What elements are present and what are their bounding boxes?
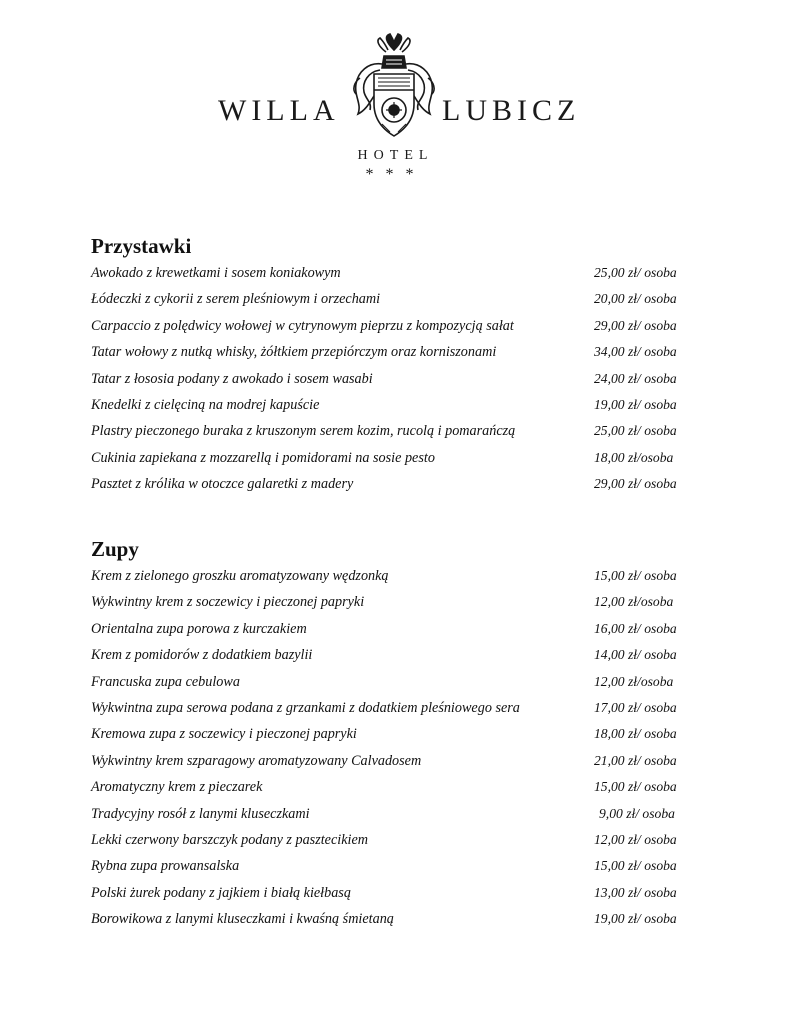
dish-price: 12,00 zł/osoba xyxy=(594,594,674,610)
dish-price: 20,00 zł/ osoba xyxy=(594,291,677,307)
dish-price: 19,00 zł/ osoba xyxy=(594,396,677,412)
dish-name: Knedelki z cielęciną na modrej kapuście xyxy=(91,396,320,413)
menu-item xyxy=(91,392,691,418)
menu-item xyxy=(91,286,691,312)
hotel-subtitle: HOTEL xyxy=(357,148,434,163)
menu-item xyxy=(91,616,691,642)
dish-price: 17,00 zł/ osoba xyxy=(594,699,677,715)
dish-price: 19,00 zł/ osoba xyxy=(594,911,677,927)
menu-item xyxy=(91,669,691,695)
menu-item xyxy=(91,853,691,879)
menu-item xyxy=(91,642,691,668)
brand-name-right: LUBICZ xyxy=(442,94,581,127)
dish-name: Plastry pieczonego buraka z kruszonym serem kozim, rucolą i pomarańczą xyxy=(91,423,516,440)
dish-name: Pasztet z królika w otoczce galaretki z madery xyxy=(91,476,354,493)
dish-price: 21,00 zł/ osoba xyxy=(594,752,677,768)
menu-item xyxy=(91,589,691,615)
section-title: Przystawki xyxy=(91,234,192,258)
dish-name: Kremowa zupa z soczewicy i pieczonej papryki xyxy=(91,726,357,743)
dish-name: Polski żurek podany z jajkiem i białą kiełbasą xyxy=(91,884,351,901)
dish-price: 18,00 zł/osoba xyxy=(594,449,674,465)
dish-price: 29,00 zł/ osoba xyxy=(594,476,677,492)
menu-item xyxy=(91,774,691,800)
dish-name: Wykwintny krem szparagowy aromatyzowany Calvadosem xyxy=(91,752,422,769)
dish-name: Krem z pomidorów z dodatkiem bazylii xyxy=(91,647,313,664)
dish-name: Tradycyjny rosół z lanymi kluseczkami xyxy=(91,805,310,822)
dish-name: Lekki czerwony barszczyk podany z pasztecikiem xyxy=(91,831,368,848)
dish-name: Aromatyczny krem z pieczarek xyxy=(91,779,263,796)
menu-item xyxy=(91,721,691,747)
menu-item xyxy=(91,260,691,286)
dish-price: 18,00 zł/ osoba xyxy=(594,726,677,742)
hotel-stars: *** xyxy=(365,166,426,183)
dish-name: Łódeczki z cykorii z serem pleśniowym i orzechami xyxy=(91,291,381,308)
dish-price: 12,00 zł/osoba xyxy=(594,673,674,689)
section-title: Zupy xyxy=(91,537,139,561)
dish-price: 24,00 zł/ osoba xyxy=(594,370,677,386)
hotel-crest-icon xyxy=(346,32,442,144)
dish-price: 15,00 zł/ osoba xyxy=(594,858,677,874)
dish-price: 15,00 zł/ osoba xyxy=(594,568,677,583)
dish-price: 29,00 zł/ osoba xyxy=(594,317,677,333)
dish-price: 34,00 zł/ osoba xyxy=(594,344,677,360)
dish-name: Krem z zielonego groszku aromatyzowany wędzonką xyxy=(91,568,389,584)
menu-item xyxy=(91,418,691,444)
dish-name: Tatar wołowy z nutką whisky, żółtkiem przepiórczym oraz korniszonami xyxy=(91,344,497,361)
dish-name: Cukinia zapiekana z mozzarellą i pomidorami na sosie pesto xyxy=(91,449,435,466)
dish-price: 9,00 zł/ osoba xyxy=(599,805,675,821)
section-starters xyxy=(91,232,691,498)
menu-item xyxy=(91,880,691,906)
brand-name-left: WILLA xyxy=(218,94,340,127)
dish-price: 15,00 zł/ osoba xyxy=(594,779,677,795)
menu-list xyxy=(91,260,691,498)
menu-item xyxy=(91,801,691,827)
menu-item xyxy=(91,827,691,853)
dish-name: Borowikowa z lanymi kluseczkami i kwaśną śmietaną xyxy=(91,911,394,928)
dish-name: Carpaccio z polędwicy wołowej w cytrynowym pieprzu z kompozycją sałat xyxy=(91,317,514,334)
dish-name: Orientalna zupa porowa z kurczakiem xyxy=(91,620,307,637)
dish-price: 16,00 zł/ osoba xyxy=(594,620,677,636)
dish-price: 25,00 zł/ osoba xyxy=(594,423,677,439)
dish-name: Tatar z łososia podany z awokado i sosem wasabi xyxy=(91,370,373,387)
dish-name: Francuska zupa cebulowa xyxy=(91,673,240,690)
dish-name: Wykwintny krem z soczewicy i pieczonej papryki xyxy=(91,594,365,611)
dish-price: 14,00 zł/ osoba xyxy=(594,647,677,663)
menu-item xyxy=(91,906,691,932)
dish-price: 13,00 zł/ osoba xyxy=(594,884,677,900)
menu-list xyxy=(91,563,691,932)
menu-item xyxy=(91,366,691,392)
section-soups xyxy=(91,535,691,932)
menu-item xyxy=(91,748,691,774)
dish-price: 25,00 zł/ osoba xyxy=(594,265,677,280)
menu-item xyxy=(91,695,691,721)
dish-name: Rybna zupa prowansalska xyxy=(91,858,240,875)
menu-item xyxy=(91,445,691,471)
menu-item xyxy=(91,563,691,589)
menu-item xyxy=(91,313,691,339)
menu-item xyxy=(91,471,691,497)
dish-name: Wykwintna zupa serowa podana z grzankami z dodatkiem pleśniowego sera xyxy=(91,699,520,716)
hotel-header xyxy=(0,30,791,190)
dish-name: Awokado z krewetkami i sosem koniakowym xyxy=(91,265,341,281)
dish-price: 12,00 zł/ osoba xyxy=(594,831,677,847)
menu-item xyxy=(91,339,691,365)
